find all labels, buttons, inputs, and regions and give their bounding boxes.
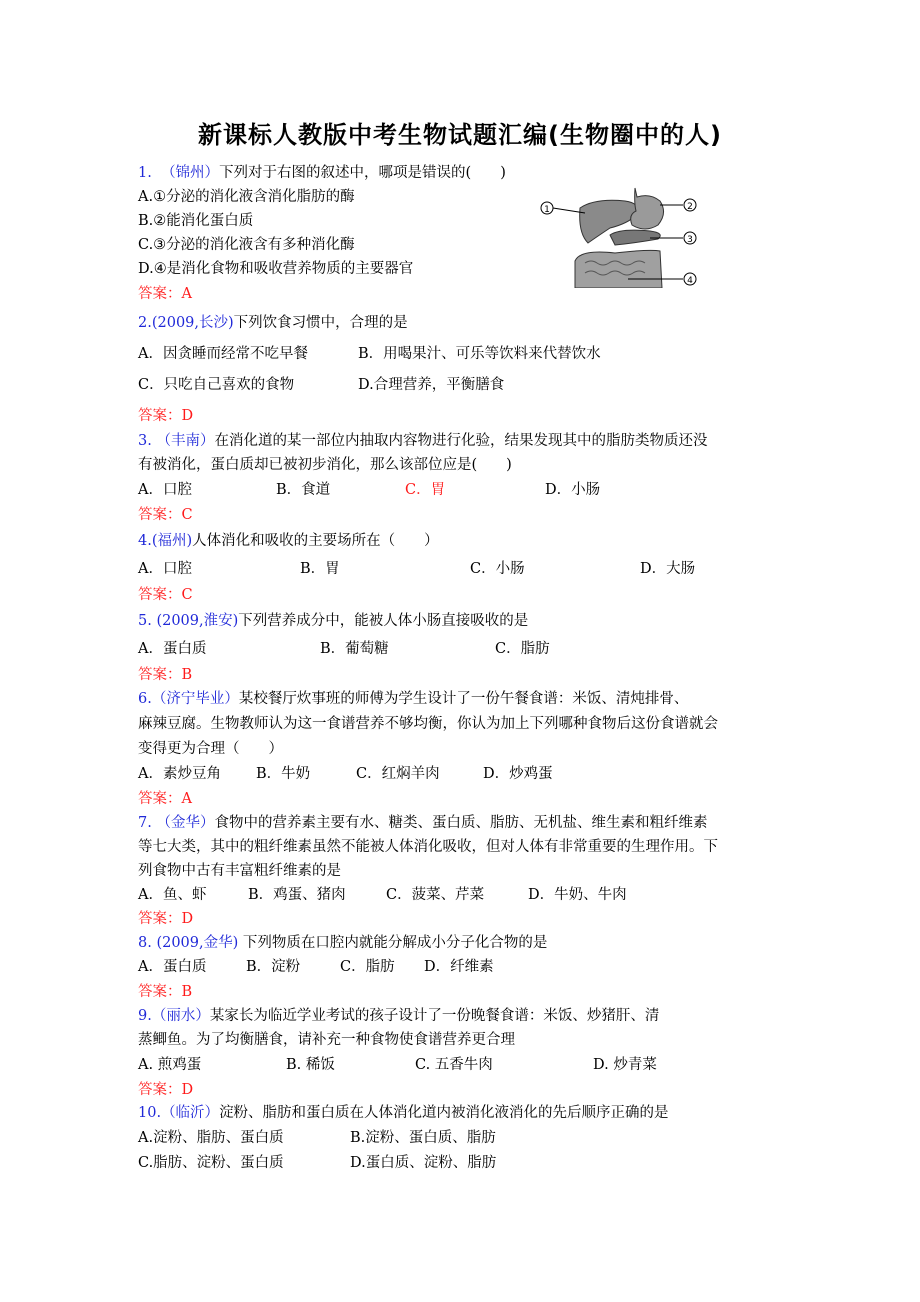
answer: 答案：B [138, 667, 193, 683]
question-source: （丰南） [156, 433, 215, 449]
option-b: B．鸡蛋、猪肉 [248, 887, 346, 903]
answer: 答案：D [138, 1082, 194, 1098]
question-number: 1. [138, 165, 152, 181]
answer: 答案：B [138, 984, 193, 1000]
option-c-highlighted: C．胃 [405, 482, 446, 498]
question-stem-line: 蒸鲫鱼。为了均衡膳食，请补充一种食物使食谱营养更合理 [138, 1032, 515, 1048]
option-a: A．口腔 [138, 482, 192, 498]
question-stem: 食物中的营养素主要有水、糖类、蛋白质、脂肪、无机盐、维生素和粗纤维素 [214, 815, 708, 831]
option-a: A．蛋白质 [138, 641, 207, 657]
option-d: D.④是消化食物和吸收营养物质的主要器官 [138, 261, 414, 277]
question-stem: 下列营养成分中，能被人体小肠直接吸收的是 [238, 613, 529, 629]
option-d: D.蛋白质、淀粉、脂肪 [350, 1155, 497, 1171]
option-b: B.淀粉、蛋白质、脂肪 [350, 1130, 496, 1146]
svg-text:3: 3 [687, 235, 693, 245]
question-number: 9. [138, 1008, 152, 1024]
question-stem: 下列物质在口腔内就能分解成小分子化合物的是 [242, 935, 548, 951]
answer: 答案：A [138, 286, 192, 302]
option-b: B．牛奶 [256, 766, 311, 782]
question-number: 2. [138, 315, 152, 331]
svg-text:2: 2 [687, 202, 693, 212]
option-c: C. 五香牛肉 [415, 1057, 493, 1073]
answer: 答案：D [138, 911, 194, 927]
option-a: A．因贪睡而经常不吃早餐 [138, 346, 308, 362]
option-c: C．小肠 [470, 561, 525, 577]
option-b: B．胃 [300, 561, 340, 577]
option-c: C.③分泌的消化液含有多种消化酶 [138, 237, 355, 253]
option-d: D. 炒青菜 [593, 1057, 657, 1073]
question-source: （济宁毕业） [151, 691, 239, 707]
question-number: 7. [138, 815, 152, 831]
question-number: 3. [138, 433, 152, 449]
question-source: (2009,淮安) [156, 613, 239, 629]
question-stem: 淀粉、脂肪和蛋白质在人体消化道内被消化液消化的先后顺序正确的是 [219, 1105, 669, 1121]
option-c: C．只吃自己喜欢的食物 [138, 377, 295, 393]
option-b: B. 稀饭 [286, 1057, 335, 1073]
question-number: 4. [138, 533, 152, 549]
question-stem-line: 有被消化，蛋白质却已被初步消化，那么该部位应是( ) [138, 457, 512, 473]
option-b: B.②能消化蛋白质 [138, 213, 254, 229]
option-c: C．红焖羊肉 [356, 766, 440, 782]
question-number: 6. [138, 691, 152, 707]
question-stem-line: 等七大类，其中的粗纤维素虽然不能被人体消化吸收，但对人体有非常重要的生理作用。下 [138, 839, 718, 855]
option-c: C．脂肪 [495, 641, 550, 657]
option-d: D.合理营养，平衡膳食 [358, 377, 505, 393]
question-stem: 在消化道的某一部位内抽取内容物进行化验，结果发现其中的脂肪类物质还没 [214, 433, 708, 449]
option-c: C．脂肪 [340, 959, 395, 975]
question-source: （临沂） [161, 1105, 220, 1121]
digestive-system-figure [540, 183, 700, 288]
question-stem: 下列饮食习惯中，合理的是 [233, 315, 408, 331]
option-a: A．蛋白质 [138, 959, 207, 975]
question-stem: 人体消化和吸收的主要场所在（ ） [192, 533, 439, 549]
option-b: B．食道 [276, 482, 331, 498]
answer: 答案：C [138, 587, 193, 603]
option-d: D．纤维素 [424, 959, 494, 975]
option-c: C.脂肪、淀粉、蛋白质 [138, 1155, 284, 1171]
svg-text:4: 4 [687, 276, 693, 286]
option-d: D．小肠 [545, 482, 601, 498]
option-b: B．用喝果汁、可乐等饮料来代替饮水 [358, 346, 601, 362]
svg-text:1: 1 [544, 205, 550, 215]
question-stem: 某校餐厅炊事班的师傅为学生设计了一份午餐食谱：米饭、清炖排骨、 [238, 691, 689, 707]
page-title: 新课标人教版中考生物试题汇编(生物圈中的人) [198, 121, 722, 149]
answer: 答案：C [138, 507, 193, 523]
option-d: D．炒鸡蛋 [483, 766, 553, 782]
question-source: （金华） [156, 815, 215, 831]
question-number: 8. [138, 935, 152, 951]
option-b: B．淀粉 [246, 959, 301, 975]
option-a: A.淀粉、脂肪、蛋白质 [138, 1130, 284, 1146]
option-d: D．牛奶、牛肉 [528, 887, 627, 903]
question-source: (2009,金华) [156, 935, 239, 951]
option-a: A.①分泌的消化液含消化脂肪的酶 [138, 189, 355, 205]
answer: 答案：A [138, 791, 192, 807]
question-stem-line: 列食物中古有丰富粗纤维素的是 [138, 863, 341, 879]
option-a: A．鱼、虾 [138, 887, 207, 903]
question-source: （锦州） [161, 165, 220, 181]
question-stem-line: 麻辣豆腐。生物教师认为这一食谱营养不够均衡，你认为加上下列哪种食物后这份食谱就会 [138, 716, 718, 732]
question-number: 5. [138, 613, 152, 629]
option-a: A．素炒豆角 [138, 766, 221, 782]
question-stem: 下列对于右图的叙述中，哪项是错误的( ) [219, 165, 506, 181]
question-source: (福州) [151, 533, 193, 549]
option-a: A．口腔 [138, 561, 192, 577]
option-d: D．大肠 [640, 561, 696, 577]
option-b: B．葡萄糖 [320, 641, 389, 657]
question-stem: 某家长为临近学业考试的孩子设计了一份晚餐食谱：米饭、炒猪肝、清 [209, 1008, 660, 1024]
question-number: 10. [138, 1105, 162, 1121]
option-c: C．菠菜、芹菜 [386, 887, 485, 903]
question-source: (2009,长沙) [151, 315, 234, 331]
question-source: （丽水） [151, 1008, 210, 1024]
question-stem-line: 变得更为合理（ ） [138, 741, 283, 757]
answer: 答案：D [138, 408, 194, 424]
option-a: A. 煎鸡蛋 [138, 1057, 202, 1073]
